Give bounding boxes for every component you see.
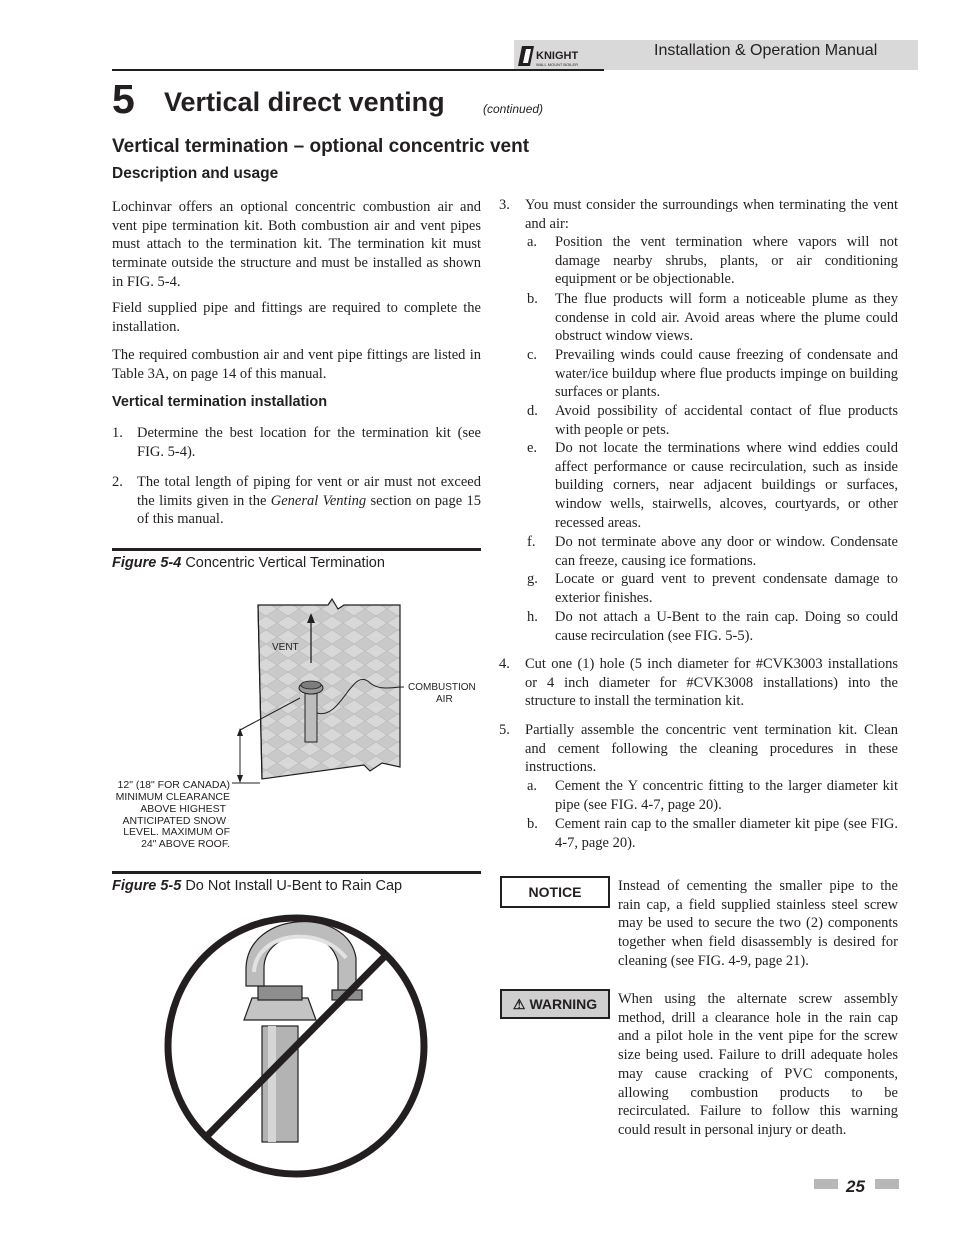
fittings-paragraph: Field supplied pipe and fittings are required to complete the installation.: [112, 300, 481, 335]
list-item: [527, 346, 898, 404]
sub-letter: a.: [527, 234, 538, 250]
figure-caption-text: Do Not Install U-Bent to Rain Cap: [185, 878, 403, 894]
step-number: 3.: [499, 197, 510, 213]
notice-text: Instead of cementing the smaller pipe to the rain cap, a field supplied stainless steel screw may be used to secure the two (2) components together when field disassembly is desired for cleaning (see FIG. 4-9, page 21).: [618, 878, 898, 969]
section-number: 5: [112, 76, 135, 122]
clearance-note-line: 24" ABOVE ROOF.: [141, 838, 230, 850]
list-item: [527, 402, 898, 442]
list-item: [527, 290, 898, 348]
sub-letter: f.: [527, 534, 536, 550]
page-number: 25: [846, 1177, 865, 1196]
step-text: Cut one (1) hole (5 inch diameter for #CVK3003 installations or 4 inch diameter for #CVK3008 installations) into the structure to install the termination kit.: [525, 656, 898, 710]
figure-label: Figure 5-4: [112, 555, 182, 571]
general-venting-ref: General Venting: [270, 492, 367, 509]
list-item: [527, 233, 898, 291]
knight-logo: [516, 42, 596, 70]
header-rule: [112, 69, 604, 71]
sub-text: Cement the Y concentric fitting to the larger diameter kit pipe (see FIG. 4-7, page 20).: [555, 778, 898, 813]
sub-letter: a.: [527, 778, 538, 794]
list-item: [527, 439, 898, 535]
brand-name: KNIGHT: [536, 50, 579, 62]
figure-rule: [112, 548, 481, 551]
step-text: Determine the best location for the termination kit (see FIG. 5-4).: [137, 425, 481, 460]
clearance-note-line: 12" (18" FOR CANADA): [117, 779, 230, 791]
figure-caption-text: Concentric Vertical Termination: [185, 555, 385, 571]
warning-label: ⚠ WARNING: [500, 989, 610, 1019]
figure-rule: [112, 871, 481, 874]
brand-subtitle: WALL MOUNT BOILER: [536, 62, 579, 67]
sub-text: Cement rain cap to the smaller diameter kit pipe (see FIG. 4-7, page 20).: [555, 816, 898, 851]
list-item: [527, 777, 898, 817]
sub-letter: h.: [527, 609, 538, 625]
page-number-bar-right: [875, 1179, 899, 1189]
step-number: 5.: [499, 722, 510, 738]
sub-text: Avoid possibility of accidental contact of flue products with people or pets.: [555, 403, 898, 438]
figure-5-4-caption: [112, 555, 385, 571]
list-item: [527, 533, 898, 573]
list-item: [527, 608, 898, 648]
manual-title: Installation & Operation Manual: [654, 42, 878, 59]
sub-letter: b.: [527, 291, 538, 307]
notice-label: NOTICE: [500, 876, 610, 908]
combustion-label: COMBUSTION: [408, 682, 476, 693]
sub-letter: b.: [527, 816, 538, 832]
figure-label: Figure 5-5: [112, 878, 182, 894]
sub-text: Do not locate the terminations where wind eddies could affect performance or cause recirculation, such as inside building corners, near adjacent buildings or surfaces, window wells, stairwells, alcoves, courtyards, or other recessed areas.: [555, 440, 898, 531]
sub-text: The flue products will form a noticeable plume as they condense in cold air. Avoid areas where the plume could obstruct window views.: [555, 291, 898, 345]
sub-letter: c.: [527, 347, 538, 363]
sub-letter: d.: [527, 403, 538, 419]
subsection-title: Vertical termination – optional concentric vent: [112, 136, 530, 157]
list-item: [527, 570, 898, 610]
step-text: Partially assemble the concentric vent termination kit. Clean and cement following the cleaning procedures in these instructions.: [525, 722, 898, 776]
figure-5-5-illustration: [160, 910, 440, 1180]
step-number: 1.: [112, 425, 123, 441]
warning-text: When using the alternate screw assembly method, drill a clearance hole in the rain cap and a pilot hole in the vent pipe for the screw size being used. Failure to drill adequate holes may cause cracking of PVC components, allowing combustion products to be recirculated. Failure to follow this warning could result in personal injury or death.: [618, 991, 898, 1138]
list-item: [112, 424, 481, 464]
intro-paragraph: Lochinvar offers an optional concentric combustion air and vent pipe termination kit. Both combustion air and vent pipes must attach to the termination kit. The termination kit must terminate outside the structure and must be installed as shown in FIG. 5-4.: [112, 199, 481, 290]
description-heading: Description and usage: [112, 165, 279, 182]
warning-icon: ⚠: [512, 995, 526, 1012]
figure-5-4-illustration: [112, 595, 482, 855]
list-item: [112, 473, 481, 531]
step-text: You must consider the surroundings when terminating the vent and air:: [525, 197, 898, 232]
list-item: [499, 721, 898, 779]
step-number: 2.: [112, 474, 123, 490]
sub-text: Prevailing winds could cause freezing of condensate and water/ice buildup where flue products impinge on building surfaces or plants.: [555, 347, 898, 401]
clearance-note-line: ANTICIPATED SNOW: [122, 815, 226, 827]
vent-label: VENT: [272, 642, 299, 653]
section-continued: (continued): [483, 102, 544, 116]
installation-heading: Vertical termination installation: [112, 394, 328, 410]
sub-letter: g.: [527, 571, 538, 587]
sub-text: Do not terminate above any door or window. Condensate can freeze, causing ice formations.: [555, 534, 898, 569]
sub-letter: e.: [527, 440, 538, 456]
air-label: AIR: [436, 694, 453, 705]
figure-5-5-caption: [112, 878, 402, 894]
sub-text: Do not attach a U-Bent to the rain cap. Doing so could cause recirculation (see FIG. 5-5).: [555, 609, 898, 644]
table-reference-paragraph: The required combustion air and vent pipe fittings are listed in Table 3A, on page 14 of this manual.: [112, 347, 481, 382]
step-number: 4.: [499, 656, 510, 672]
list-item: [499, 655, 898, 713]
list-item: [527, 815, 898, 855]
clearance-note-line: LEVEL. MAXIMUM OF: [123, 826, 230, 838]
sub-text: Position the vent termination where vapors will not damage nearby shrubs, plants, or air conditioning equipment or be objectionable.: [555, 234, 898, 288]
clearance-note-line: MINIMUM CLEARANCE: [115, 791, 230, 803]
section-title: Vertical direct venting: [164, 87, 445, 117]
list-item: [499, 196, 898, 236]
clearance-note-line: ABOVE HIGHEST: [140, 803, 226, 815]
step-text: The total length of piping for vent or air must not exceed the limits given in the General Venting section on page 15 of this manual.: [137, 474, 481, 528]
sub-text: Locate or guard vent to prevent condensate damage to exterior finishes.: [555, 571, 898, 606]
page-number-bar-left: [814, 1179, 838, 1189]
